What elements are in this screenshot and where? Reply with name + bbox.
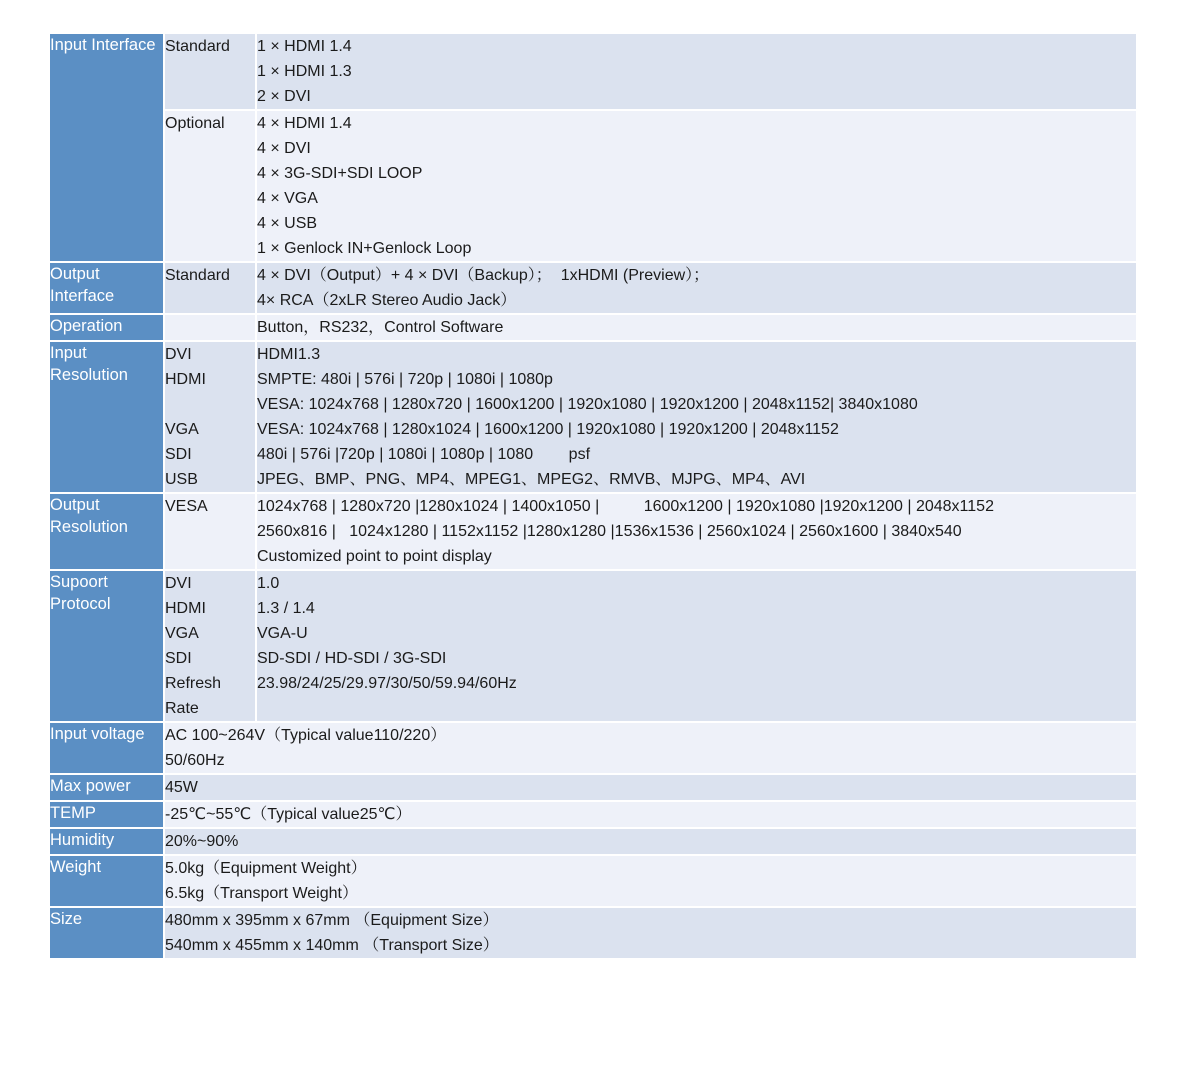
row-value-humidity [165, 829, 1136, 854]
row-label-line: voltage [91, 725, 145, 743]
table-row [50, 315, 1136, 340]
row-label-max-power [50, 775, 163, 800]
row-label-line: Protocol [50, 595, 111, 613]
row-label-humidity [50, 829, 163, 854]
table-row [50, 802, 1136, 827]
row-label-operation [50, 315, 163, 340]
sublabel-text: Standard [165, 38, 230, 55]
value-line: 1 × HDMI 1.3 [257, 63, 352, 80]
value-line: HDMI1.3 [257, 346, 321, 363]
value-line: SMPTE: 480i | 576i | 720p | 1080i | 1080p [257, 371, 553, 388]
value-line: JPEG、BMP、PNG、MP4、MPEG1、MPEG2、RMVB、MJPG、MP4、AVI [257, 471, 806, 488]
row-label-line: Input [50, 344, 87, 362]
value-line: VESA: 1024x768 | 1280x1024 | 1600x1200 | 1920x1080 | 1920x1200 | 2048x1152 [257, 421, 839, 438]
row-value-output-resolution [257, 494, 1136, 569]
value-line: 4 × DVI（Output）+ 4 × DVI（Backup）； 1xHDMI (Preview）； [257, 267, 710, 284]
row-label-output-resolution [50, 494, 163, 569]
table-row [50, 829, 1136, 854]
sublabel-text: HDMI [165, 371, 206, 388]
value-line: 6.5kg（Transport Weight） [165, 885, 358, 902]
row-value-weight [165, 856, 1136, 906]
table-row [50, 571, 1136, 721]
row-value-input-resolution [257, 342, 1136, 492]
value-line: 1.3 / 1.4 [257, 600, 315, 617]
sublabel-text: USB [165, 471, 198, 488]
row-label-line: Output [50, 496, 100, 514]
sublabel-text: Refresh [165, 675, 222, 692]
sublabel-text: Standard [165, 267, 230, 284]
row-sublabel-input-resolution [165, 342, 255, 492]
value-line: 2560x816 | 1024x1280 | 1152x1152 |1280x1280 |1536x1536 | 2560x1024 | 2560x1600 | 3840x540 [257, 523, 962, 540]
value-line: 45W [165, 779, 198, 796]
sublabel-text: SDI [165, 650, 192, 667]
row-label-input-resolution [50, 342, 163, 492]
table-row [50, 342, 1136, 492]
row-label-input-voltage [50, 723, 163, 773]
table-row [50, 111, 1136, 261]
row-label-line: Resolution [50, 518, 128, 536]
row-label-input-interface [50, 34, 163, 261]
row-label-line: Interface [91, 36, 156, 54]
row-sublabel-standard [165, 263, 255, 313]
table-row [50, 263, 1136, 313]
value-line: SD-SDI / HD-SDI / 3G-SDI [257, 650, 447, 667]
value-line: 20%~90% [165, 833, 239, 850]
row-label-line: Max power [50, 777, 131, 795]
sublabel-text: DVI [165, 575, 192, 592]
row-sublabel-output-resolution [165, 494, 255, 569]
value-line: 4 × VGA [257, 190, 318, 207]
row-label-line: Weight [50, 858, 102, 876]
value-line: 4 × DVI [257, 140, 311, 157]
row-label-support-protocol [50, 571, 163, 721]
value-line: 1 × Genlock IN+Genlock Loop [257, 240, 472, 257]
row-label-temp [50, 802, 163, 827]
value-line: 4× RCA（2xLR Stereo Audio Jack） [257, 292, 517, 309]
value-line: VESA: 1024x768 | 1280x720 | 1600x1200 | 1920x1080 | 1920x1200 | 2048x1152| 3840x1080 [257, 396, 918, 413]
value-line: 23.98/24/25/29.97/30/50/59.94/60Hz [257, 675, 517, 692]
row-sublabel-support-protocol [165, 571, 255, 721]
row-label-line: Resolution [50, 366, 128, 384]
value-line: 2 × DVI [257, 88, 311, 105]
value-line: 4 × HDMI 1.4 [257, 115, 352, 132]
row-value-input-interface-standard [257, 34, 1136, 109]
specification-table-body [50, 34, 1136, 958]
row-label-line: Operation [50, 317, 123, 335]
row-value-size [165, 908, 1136, 958]
row-label-line: Interface [50, 287, 115, 305]
value-line: VGA-U [257, 625, 308, 642]
sublabel-text: HDMI [165, 600, 206, 617]
value-line: -25℃~55℃（Typical value25℃） [165, 806, 412, 823]
value-line: AC 100~264V（Typical value110/220） [165, 727, 447, 744]
row-sublabel-standard [165, 34, 255, 109]
table-row [50, 856, 1136, 906]
sublabel-text: Optional [165, 115, 225, 132]
value-line: 1.0 [257, 575, 280, 592]
row-value-temp [165, 802, 1136, 827]
sublabel-text: VGA [165, 625, 199, 642]
row-value-output-interface [257, 263, 1136, 313]
sublabel-text [165, 315, 255, 340]
sublabel-text: DVI [165, 346, 192, 363]
row-label-line: TEMP [50, 804, 96, 822]
specification-table [48, 32, 1138, 960]
row-sublabel-optional [165, 111, 255, 261]
table-row [50, 775, 1136, 800]
row-label-line: Size [50, 910, 83, 928]
row-label-line: Input [50, 36, 87, 54]
table-row [50, 908, 1136, 958]
row-value-support-protocol [257, 571, 1136, 721]
row-label-line: Humidity [50, 831, 115, 849]
value-line: 4 × 3G-SDI+SDI LOOP [257, 165, 423, 182]
row-value-operation [257, 315, 1136, 340]
value-line: Button，RS232，Control Software [257, 319, 504, 336]
table-row [50, 723, 1136, 773]
table-row [50, 34, 1136, 109]
sublabel-text: SDI [165, 446, 192, 463]
row-label-line: Output [50, 265, 100, 283]
row-label-output-interface [50, 263, 163, 313]
sublabel-text: VGA [165, 421, 199, 438]
row-label-size [50, 908, 163, 958]
value-line: Customized point to point display [257, 548, 492, 565]
row-value-max-power [165, 775, 1136, 800]
row-label-line: Supoort [50, 573, 108, 591]
sublabel-text [165, 392, 255, 417]
value-line: 5.0kg（Equipment Weight） [165, 860, 367, 877]
row-label-weight [50, 856, 163, 906]
row-sublabel-empty [165, 315, 255, 340]
value-line: 480i | 576i |720p | 1080i | 1080p | 1080 psf [257, 446, 591, 463]
table-row [50, 494, 1136, 569]
value-line: 540mm x 455mm x 140mm （Transport Size） [165, 937, 499, 954]
value-line: 480mm x 395mm x 67mm （Equipment Size） [165, 912, 499, 929]
value-line: 50/60Hz [165, 752, 225, 769]
value-line: 1024x768 | 1280x720 |1280x1024 | 1400x1050 | 1600x1200 | 1920x1080 |1920x1200 | 2048x1152 [257, 498, 994, 515]
sublabel-text: VESA [165, 498, 208, 515]
row-label-line: Input [50, 725, 87, 743]
sublabel-text: Rate [165, 700, 199, 717]
row-value-input-voltage [165, 723, 1136, 773]
value-line: 1 × HDMI 1.4 [257, 38, 352, 55]
row-value-input-interface-optional [257, 111, 1136, 261]
value-line: 4 × USB [257, 215, 318, 232]
